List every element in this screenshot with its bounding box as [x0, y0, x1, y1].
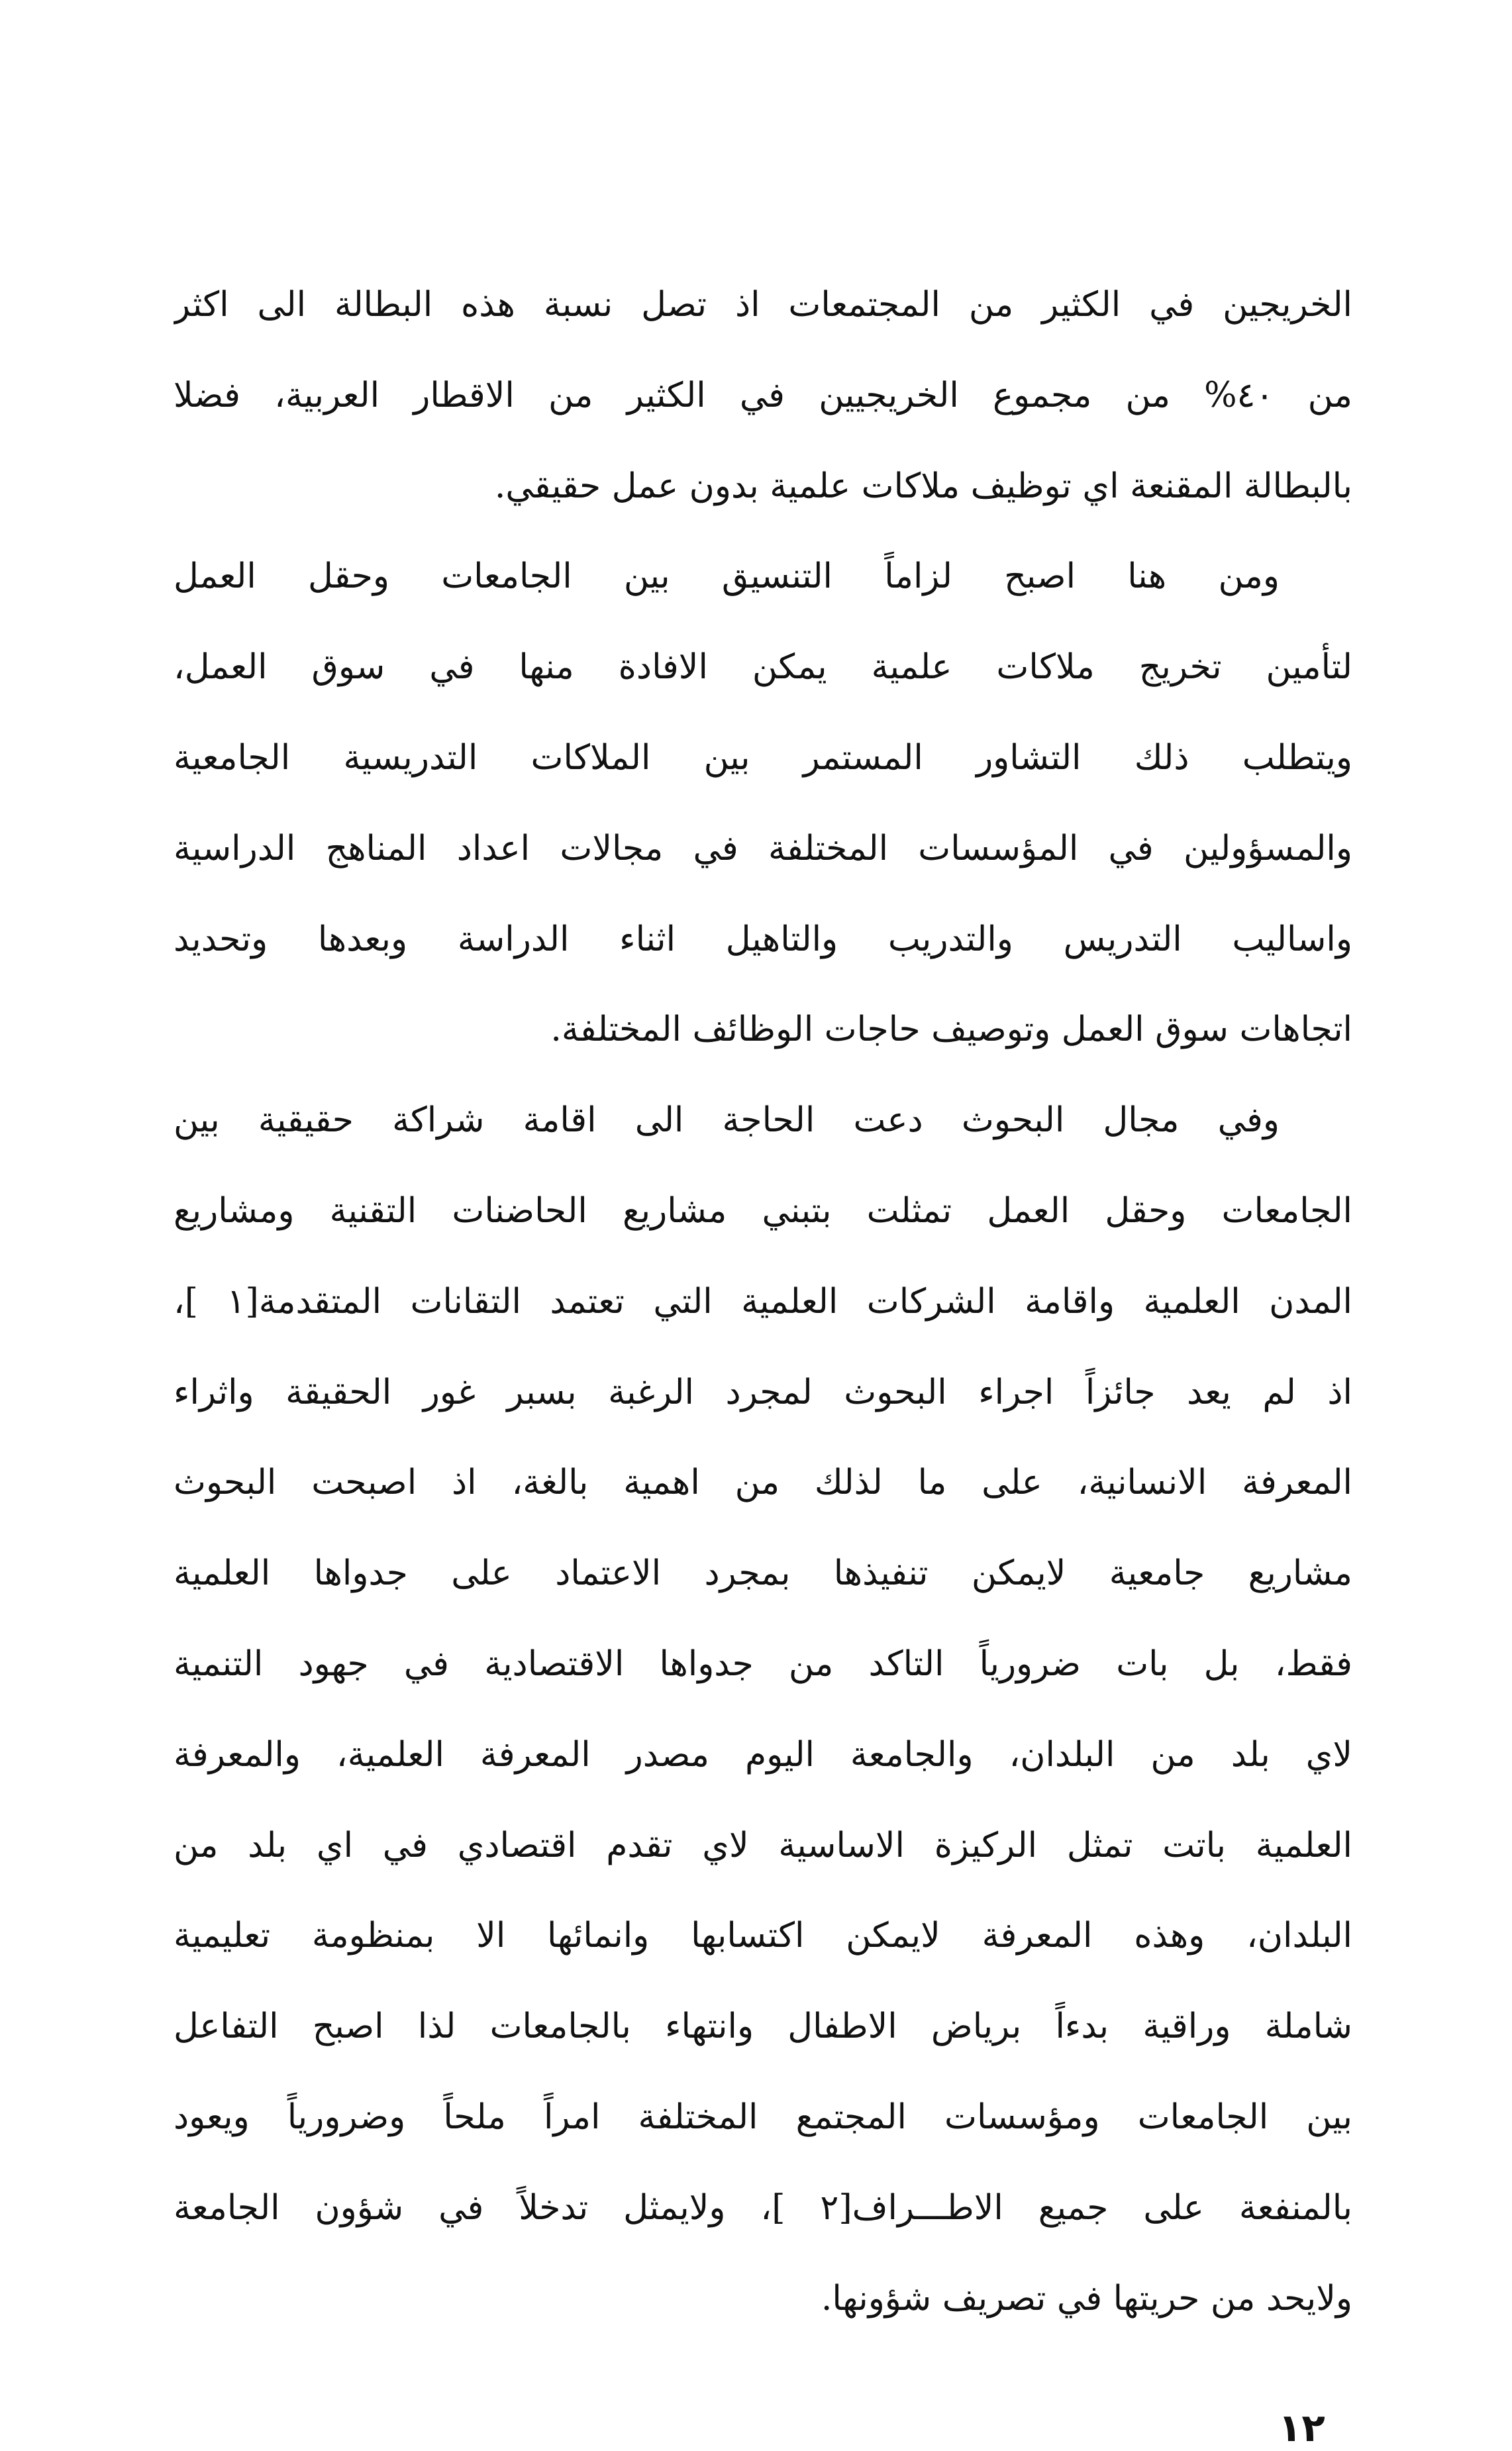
text-line: لاي بلد من البلدان، والجامعة اليوم مصدر المعرفة العلمية، والمعرفة: [174, 1734, 1352, 1775]
text-line: بين الجامعات ومؤسسات المجتمع المختلفة امراً ملحاً وضرورياً ويعود: [174, 2097, 1352, 2137]
text-line: البلدان، وهذه المعرفة لايمكن اكتسابها وانمائها الا بمنظومة تعليمية: [174, 1916, 1352, 1956]
text-line: مشاريع جامعية لايمكن تنفيذها بمجرد الاعتماد على جدواها العلمية: [174, 1553, 1352, 1594]
text-line: شاملة وراقية بدءاً برياض الاطفال وانتهاء بالجامعات لذا اصبح التفاعل: [174, 2007, 1352, 2047]
text-line: العلمية باتت تمثل الركيزة الاساسية لاي تقدم اقتصادي في اي بلد من: [174, 1825, 1352, 1865]
body-text: [174, 260, 1352, 2344]
text-line: والمسؤولين في المؤسسات المختلفة في مجالات اعداد المناهج الدراسية: [174, 828, 1352, 868]
text-line: وفي مجال البحوث دعت الحاجة الى اقامة شراكة حقيقية بين: [174, 1100, 1280, 1141]
text-line: المدن العلمية واقامة الشركات العلمية التي تعتمد التقانات المتقدمة[١ ]،: [174, 1281, 1352, 1322]
text-line: بالمنفعة على جميع الاطـــراف[٢ ]، ولايمثل تدخلاً في شؤون الجامعة: [174, 2187, 1352, 2228]
text-line: الخريجين في الكثير من المجتمعات اذ تصل نسبة هذه البطالة الى اكثر: [174, 285, 1352, 325]
page-number: ١٢: [1278, 2405, 1325, 2450]
text-line: ومن هنا اصبح لزاماً التنسيق بين الجامعات وحقل العمل: [174, 556, 1280, 597]
text-line: ويتطلب ذلك التشاور المستمر بين الملاكات التدريسية الجامعية: [174, 737, 1352, 778]
text-line: بالبطالة المقنعة اي توظيف ملاكات علمية بدون عمل حقيقي.: [494, 466, 1352, 506]
text-line: لتأمين تخريج ملاكات علمية يمكن الافادة منها في سوق العمل،: [174, 647, 1352, 688]
text-line: الجامعات وحقل العمل تمثلت بتبني مشاريع الحاضنات التقنية ومشاريع: [174, 1190, 1352, 1231]
text-line: المعرفة الانسانية، على ما لذلك من اهمية بالغة، اذ اصبحت البحوث: [174, 1463, 1352, 1503]
text-line: ولايحد من حريتها في تصريف شؤونها.: [821, 2278, 1352, 2319]
text-line: اتجاهات سوق العمل وتوصيف حاجات الوظائف المختلفة.: [550, 1010, 1352, 1050]
text-line: من ٤٠% من مجموع الخريجيين في الكثير من الاقطار العربية، فضلا: [174, 375, 1352, 415]
text-line: فقط، بل بات ضرورياً التاكد من جدواها الاقتصادية في جهود التنمية: [174, 1643, 1352, 1684]
text-line: اذ لم يعد جائزاً اجراء البحوث لمجرد الرغبة بسبر غور الحقيقة واثراء: [174, 1372, 1352, 1412]
text-line: واساليب التدريس والتدريب والتاهيل اثناء الدراسة وبعدها وتحديد: [174, 919, 1352, 959]
